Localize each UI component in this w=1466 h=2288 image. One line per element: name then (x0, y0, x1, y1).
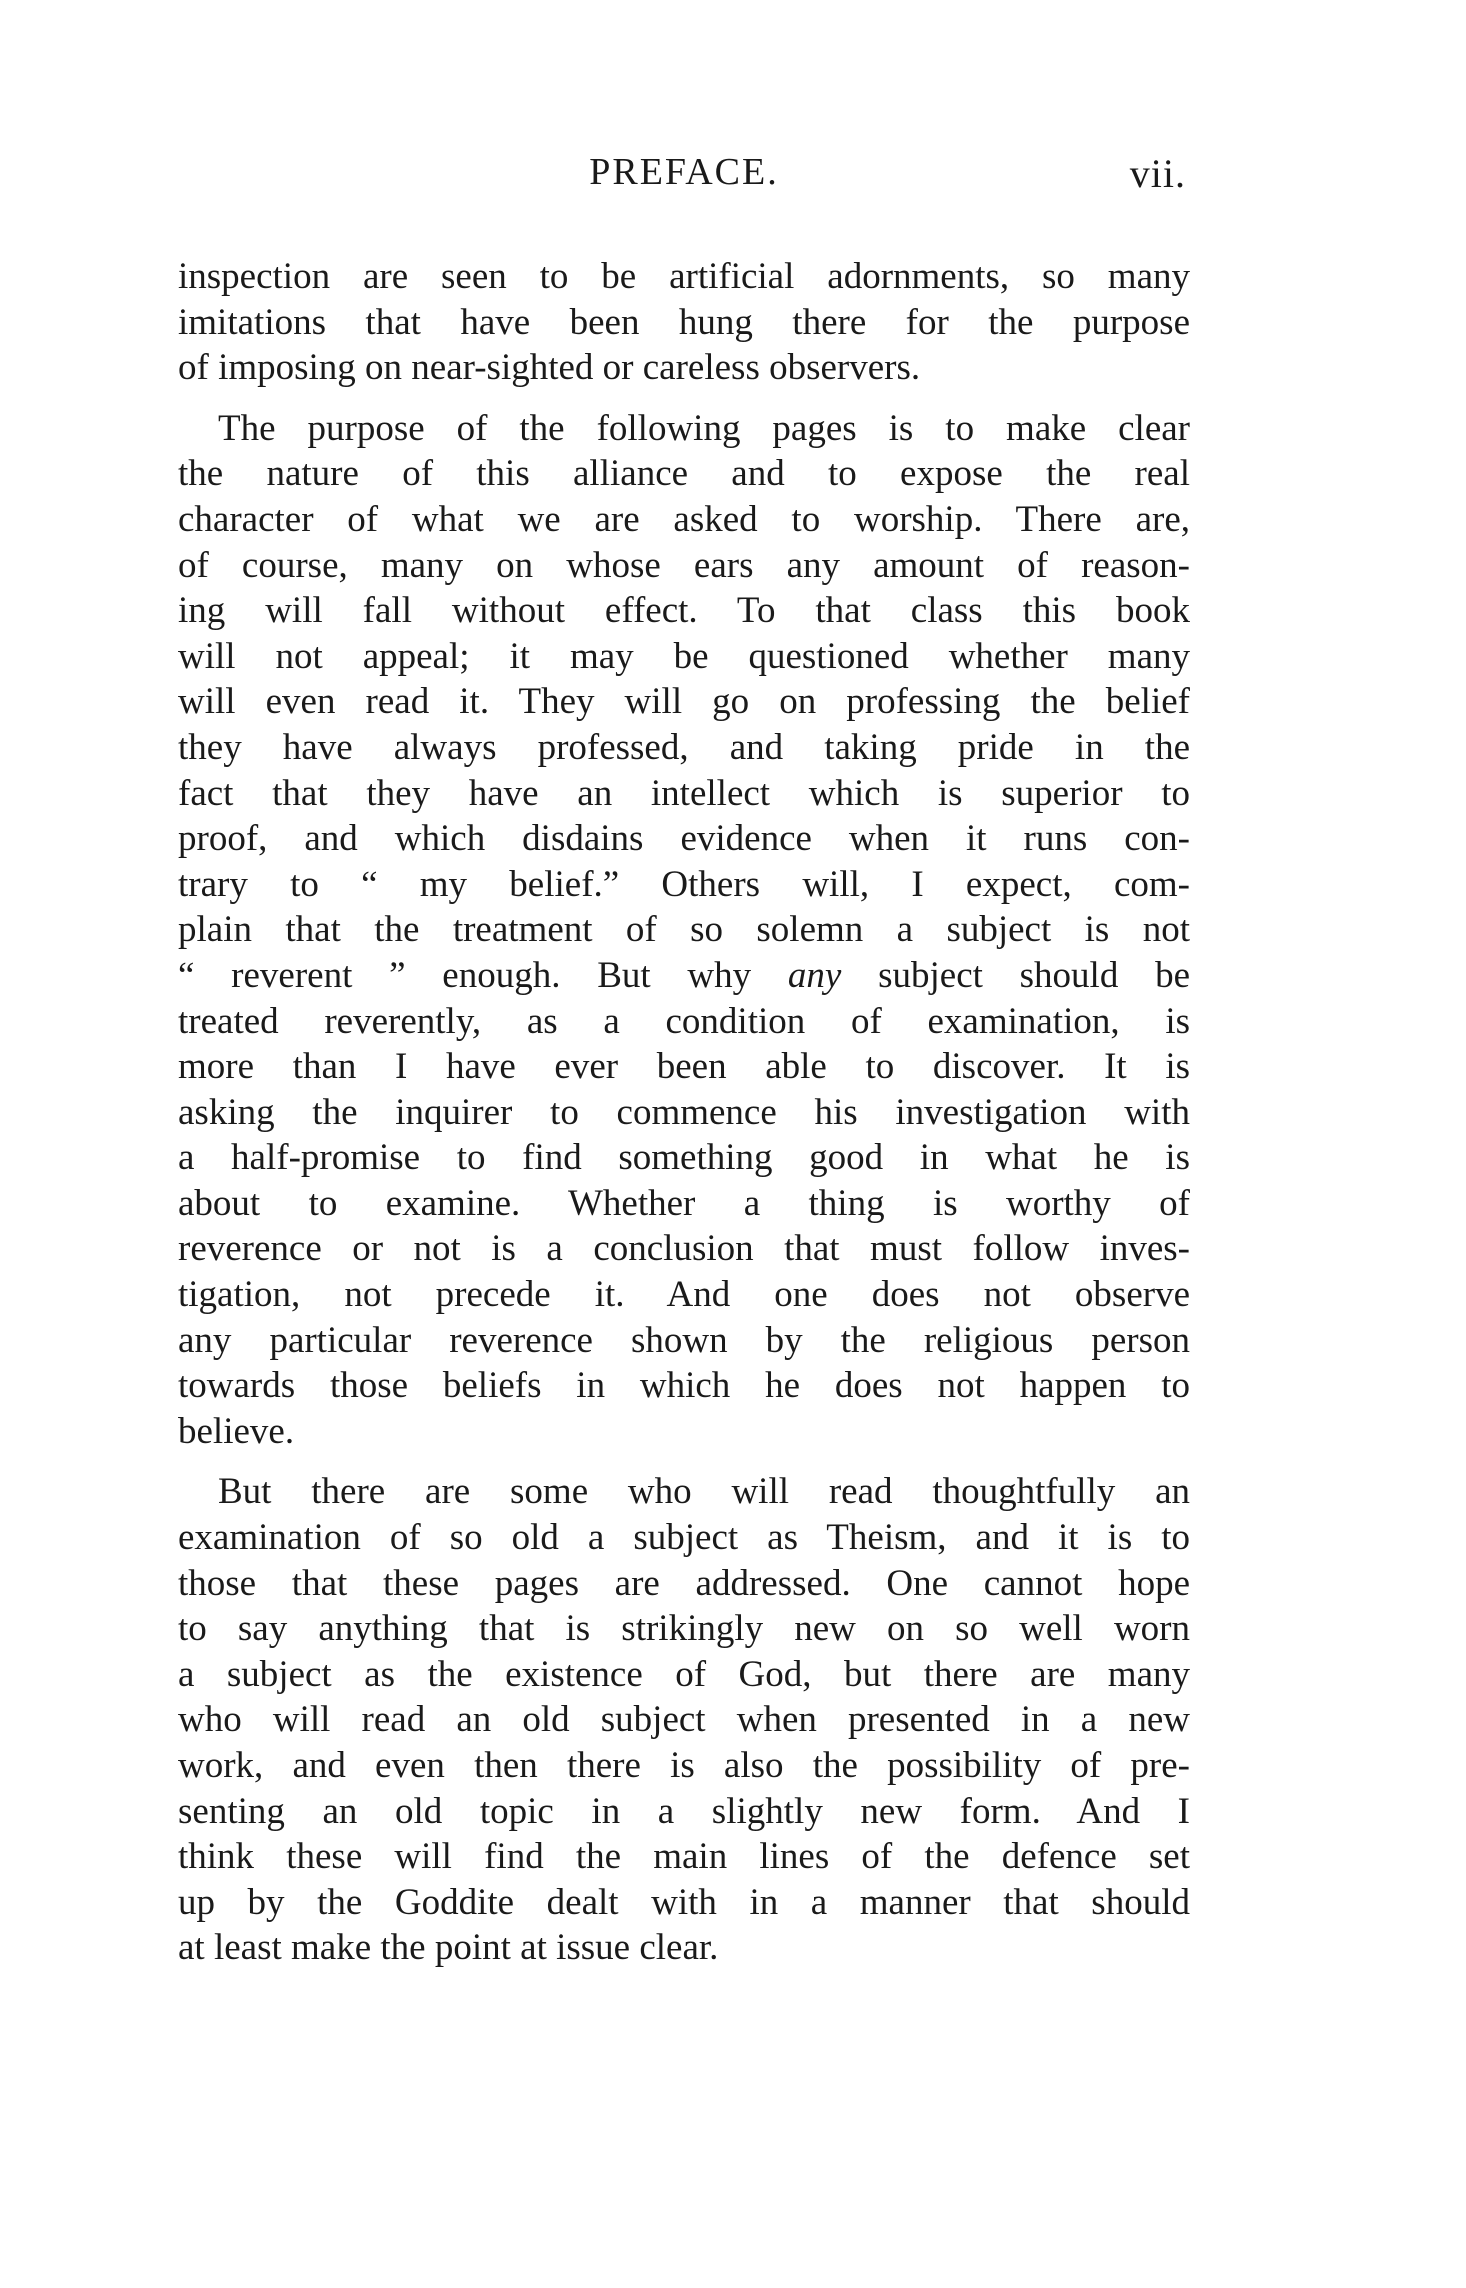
running-title: PREFACE. (589, 151, 779, 193)
text-segment: subject should be (841, 954, 1191, 996)
text-line: a subject as the existence of God, but there are many (178, 1653, 1190, 1695)
text-line: believe. (178, 1410, 295, 1452)
text-line: inspection are seen to be artificial adornments, so many (178, 256, 1190, 297)
text-line: But there are some who will read thoughtfully an (218, 1471, 1190, 1513)
emphasis-word: any (787, 954, 842, 996)
text-line: The purpose of the following pages is to make clear (218, 407, 1190, 449)
text-line: proof, and which disdains evidence when it runs con- (178, 818, 1190, 860)
text-line: who will read an old subject when presented in a new (178, 1699, 1190, 1741)
text-segment: “ reverent ” enough. But why (178, 954, 788, 996)
text-line: towards those beliefs in which he does not happen to (178, 1365, 1190, 1407)
text-line: asking the inquirer to commence his investigation with (178, 1091, 1190, 1133)
text-line: those that these pages are addressed. One cannot hope (178, 1562, 1190, 1604)
text-line: the nature of this alliance and to expose the real (178, 453, 1190, 495)
text-line: treated reverently, as a condition of examination, is (178, 1000, 1190, 1042)
text-line: reverence or not is a conclusion that must follow inves- (178, 1228, 1190, 1270)
text-line (178, 953, 1190, 999)
text-line: will even read it. They will go on professing the belief (178, 681, 1190, 723)
text-line: plain that the treatment of so solemn a subject is not (178, 909, 1190, 951)
text-line: examination of so old a subject as Theism, and it is to (178, 1517, 1190, 1559)
paragraph-gap (178, 391, 1190, 406)
text-line: at least make the point at issue clear. (178, 1927, 719, 1969)
running-head (178, 150, 1190, 210)
text-line: a half-promise to find something good in what he is (178, 1137, 1190, 1179)
text-line: think these will find the main lines of the defence set (178, 1836, 1190, 1878)
text-line: fact that they have an intellect which is superior to (178, 772, 1190, 814)
text-line: will not appeal; it may be questioned whether many (178, 635, 1190, 677)
text-line: of imposing on near-sighted or careless observers. (178, 347, 921, 389)
text-line: of course, many on whose ears any amount of reason- (178, 544, 1190, 586)
text-line: about to examine. Whether a thing is worthy of (178, 1182, 1190, 1224)
text-line: imitations that have been hung there for the purpose (178, 301, 1190, 343)
text-line: more than I have ever been able to discover. It is (178, 1046, 1190, 1088)
paragraph-gap (178, 1454, 1190, 1469)
paragraph (178, 406, 1190, 1455)
text-line: to say anything that is strikingly new on so well worn (178, 1608, 1190, 1650)
text-line: senting an old topic in a slightly new form. And I (178, 1790, 1190, 1832)
text-line: work, and even then there is also the possibility of pre- (178, 1745, 1190, 1786)
body-text (178, 254, 1190, 1971)
paragraph (178, 1469, 1190, 1971)
text-line: ing will fall without effect. To that class this book (178, 590, 1190, 632)
page-number: vii. (1129, 151, 1186, 196)
text-line: tigation, not precede it. And one does not observe (178, 1274, 1190, 1316)
paragraph (178, 254, 1190, 391)
text-line: trary to “ my belief.” Others will, I expect, com- (178, 863, 1190, 905)
text-line: they have always professed, and taking pride in the (178, 726, 1190, 768)
text-line: up by the Goddite dealt with in a manner that should (178, 1881, 1190, 1923)
text-line: character of what we are asked to worship. There are, (178, 498, 1190, 540)
text-line: any particular reverence shown by the religious person (178, 1319, 1190, 1361)
